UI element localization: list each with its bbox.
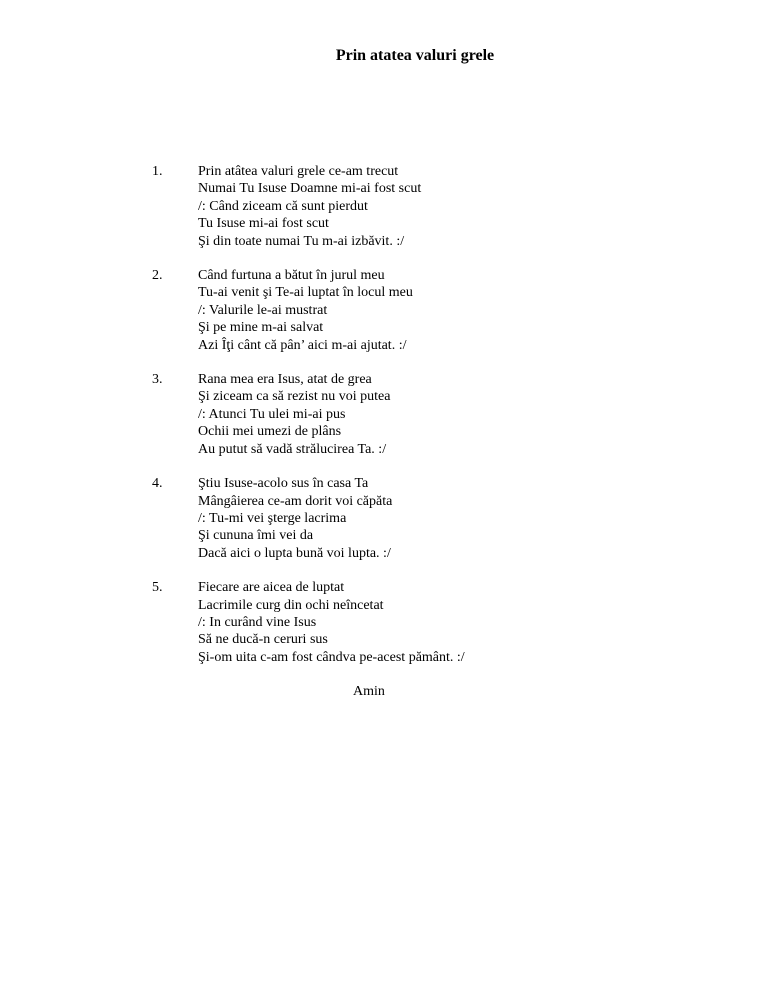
- verse-line: Fiecare are aicea de luptat: [198, 580, 345, 596]
- verse-3: [152, 371, 672, 458]
- verse-number: 1.: [152, 164, 163, 179]
- verse-1: [152, 163, 672, 250]
- verse-line: Şi cununa îmi vei da: [198, 528, 314, 544]
- verse-line: Când furtuna a bătut în jurul meu: [198, 268, 385, 284]
- verse-line: Ştiu Isuse-acolo sus în casa Ta: [198, 476, 369, 492]
- verse-5: [152, 579, 672, 666]
- verse-line: Au putut să vadă strălucirea Ta. :/: [198, 441, 387, 457]
- verse-4: [152, 475, 672, 562]
- verse-line: /: Valurile le-ai mustrat: [198, 302, 328, 318]
- verse-line: Numai Tu Isuse Doamne mi-ai fost scut: [198, 181, 422, 197]
- song-title: Prin atatea valuri grele: [335, 47, 495, 64]
- verse-line: Rana mea era Isus, atat de grea: [198, 372, 372, 388]
- verse-lines: [198, 163, 672, 250]
- verse-line: Azi Îţi cânt că pân’ aici m-ai ajutat. :/: [198, 337, 407, 353]
- verse-number: 3.: [152, 372, 163, 388]
- verse-line: Dacă aici o lupta bună voi lupta. :/: [198, 545, 391, 561]
- verse-line: Tu Isuse mi-ai fost scut: [198, 216, 329, 232]
- verse-line: Să ne ducă-n ceruri sus: [198, 632, 328, 648]
- verse-lines: [198, 579, 672, 666]
- verse-line: /: Atunci Tu ulei mi-ai pus: [198, 406, 346, 422]
- closing-word: Amin: [353, 684, 385, 699]
- verse-number: 2.: [152, 268, 163, 284]
- verse-2: [152, 267, 672, 354]
- verse-lines: [198, 475, 672, 562]
- verse-list: [152, 163, 672, 683]
- verse-line: Mângâierea ce-am dorit voi căpăta: [198, 493, 393, 509]
- verse-number: 4.: [152, 476, 163, 492]
- verse-line: /: Tu-mi vei şterge lacrima: [198, 510, 347, 526]
- verse-line: Ochii mei umezi de plâns: [198, 424, 342, 440]
- verse-line: Şi pe mine m-ai salvat: [198, 320, 324, 336]
- verse-number: 5.: [152, 580, 163, 596]
- verse-line: Tu-ai venit şi Te-ai luptat în locul meu: [198, 285, 413, 301]
- verse-line: /: In curând vine Isus: [198, 614, 317, 630]
- verse-lines: [198, 371, 672, 458]
- verse-line: Prin atâtea valuri grele ce-am trecut: [198, 164, 399, 179]
- verse-lines: [198, 267, 672, 354]
- verse-line: /: Când ziceam că sunt pierdut: [198, 198, 368, 214]
- verse-line: Şi-om uita c-am fost cândva pe-acest pământ. :/: [198, 649, 465, 665]
- verse-line: Lacrimile curg din ochi neîncetat: [198, 597, 384, 613]
- verse-line: Şi ziceam ca să rezist nu voi putea: [198, 389, 391, 405]
- verse-line: Şi din toate numai Tu m-ai izbăvit. :/: [198, 233, 405, 249]
